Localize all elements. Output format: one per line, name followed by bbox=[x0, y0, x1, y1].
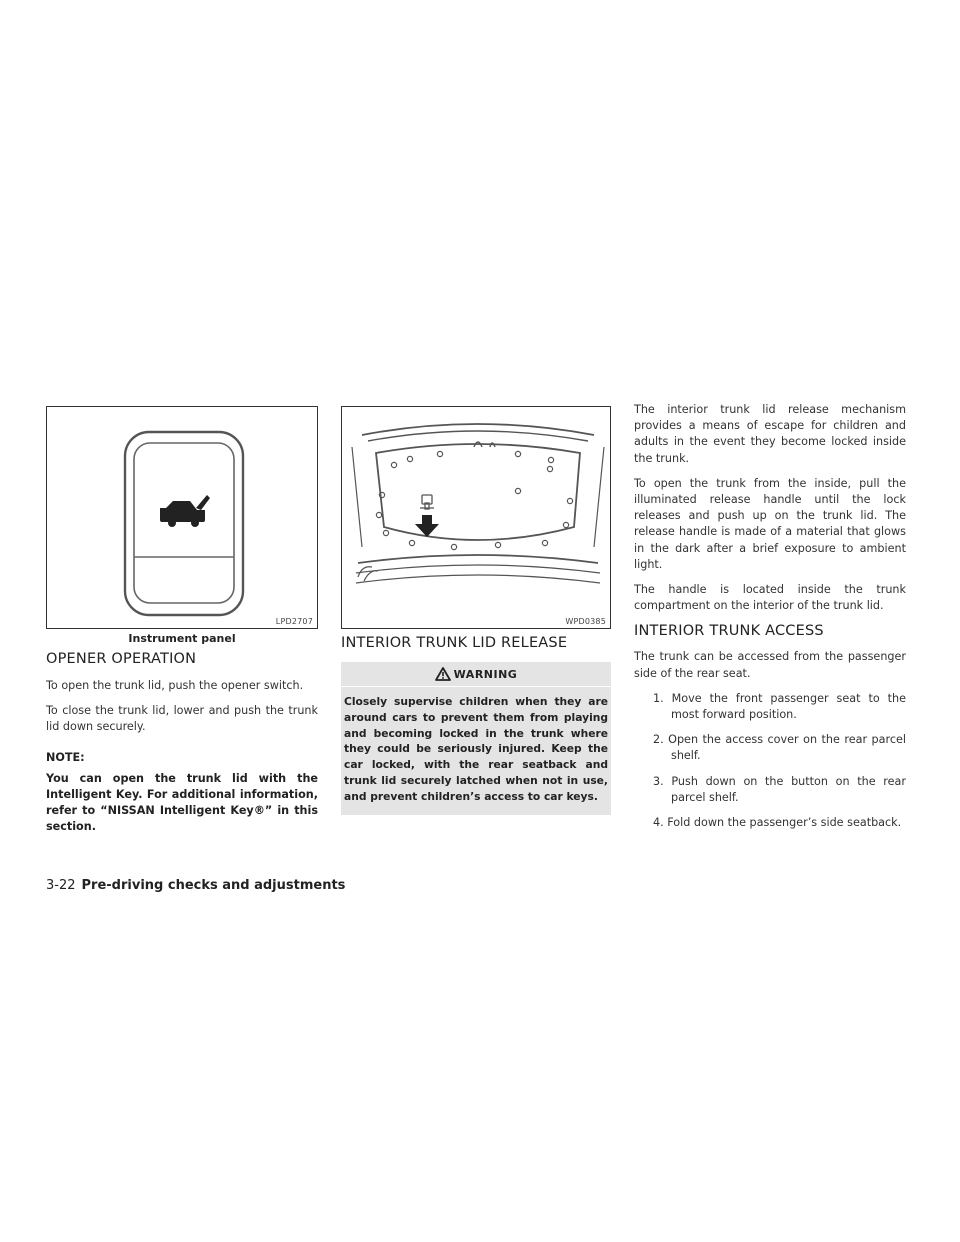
section-heading: OPENER OPERATION bbox=[46, 651, 197, 667]
list-item: 4. Fold down the passenger’s side seatback. bbox=[653, 816, 902, 830]
warning-triangle-icon bbox=[435, 667, 451, 681]
figure-caption: Instrument panel bbox=[128, 632, 236, 645]
figure-trunk-lid-interior bbox=[341, 406, 611, 629]
note-label: NOTE: bbox=[46, 750, 85, 764]
opener-switch-illustration bbox=[47, 407, 319, 630]
list-item: 2. Open the access cover on the rear parcel shelf. bbox=[653, 733, 906, 763]
warning-header bbox=[341, 662, 611, 686]
paragraph: To close the trunk lid, lower and push the trunk lid down securely. bbox=[46, 704, 318, 734]
trunk-open-icon bbox=[160, 495, 210, 527]
figure-id: LPD2707 bbox=[275, 617, 313, 626]
note-text: You can open the trunk lid with the Intelligent Key. For additional information, refer to “NISSAN Intelligent Key®” in this section. bbox=[46, 771, 318, 834]
paragraph: To open the trunk lid, push the opener switch. bbox=[46, 679, 304, 692]
warning-box bbox=[341, 662, 611, 815]
warning-text: Closely supervise children when they are around cars to prevent them from playing and becoming locked in the trunk where they could be seriously injured. Keep the car locked, with the rear seatback and trunk lid securely latched when not in use, and prevent children’s access to car keys. bbox=[344, 695, 608, 803]
paragraph: The trunk can be accessed from the passenger side of the rear seat. bbox=[634, 650, 906, 680]
trunk-lid-illustration bbox=[342, 407, 612, 630]
section-heading: INTERIOR TRUNK LID RELEASE bbox=[341, 635, 568, 651]
list-item: 1. Move the front passenger seat to the most forward position. bbox=[653, 691, 906, 722]
section-heading: INTERIOR TRUNK ACCESS bbox=[634, 623, 824, 640]
column-right bbox=[634, 402, 906, 840]
page-footer bbox=[46, 878, 345, 893]
list-item: 3. Push down on the button on the rear parcel shelf. bbox=[653, 774, 906, 804]
paragraph: The handle is located inside the trunk compartment on the interior of the trunk lid. bbox=[634, 583, 906, 613]
section-title: Pre-driving checks and adjustments bbox=[81, 878, 346, 893]
figure-instrument-panel bbox=[46, 406, 318, 629]
steps-list bbox=[634, 691, 906, 831]
paragraph: The interior trunk lid release mechanism provides a means of escape for children and adults in the event they become locked inside the trunk. bbox=[634, 403, 906, 465]
pull-arrow-icon bbox=[415, 515, 439, 537]
warning-title: WARNING bbox=[453, 667, 518, 681]
figure-id: WPD0385 bbox=[565, 617, 606, 626]
release-handle-icon bbox=[420, 495, 434, 509]
page-number: 3-22 bbox=[46, 878, 76, 893]
column-left bbox=[46, 406, 318, 845]
paragraph: To open the trunk from the inside, pull the illuminated release handle until the lock releases and push up on the trunk lid. The release handle is made of a material that glows in the dark after a brief exposure to ambient light. bbox=[634, 476, 906, 571]
column-middle bbox=[341, 406, 611, 815]
